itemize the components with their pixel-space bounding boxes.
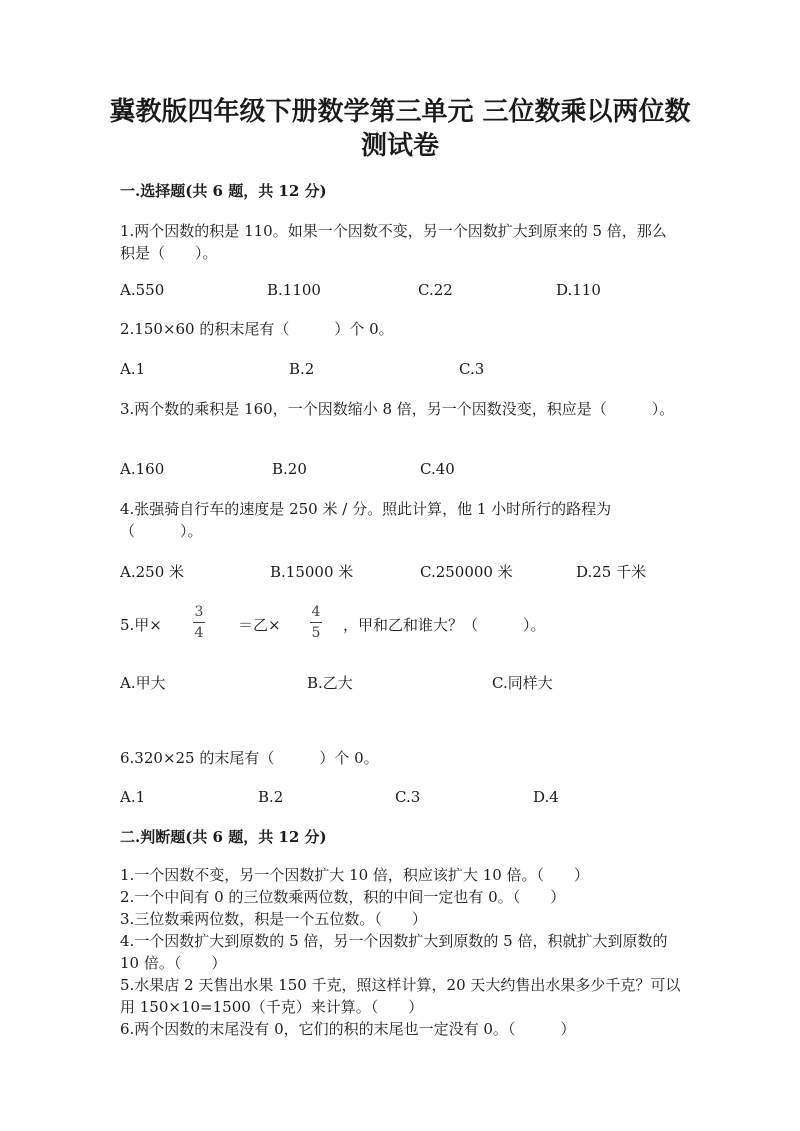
question-4-option-a[interactable]: A.250 米 (120, 563, 184, 581)
question-6-option-d[interactable]: D.4 (533, 788, 559, 806)
fraction-1-denominator: 4 (194, 625, 204, 641)
fraction-2-numerator: 4 (311, 604, 321, 620)
judgement-item-6: 6.两个因数的末尾没有 0，它们的积的末尾也一定没有 0。（ ） (120, 1020, 576, 1038)
question-3-options (120, 460, 720, 482)
question-5-middle: ＝乙× (238, 616, 281, 634)
question-3-option-c[interactable]: C.40 (420, 460, 455, 478)
fraction-2-bar (310, 622, 322, 623)
fraction-2-denominator: 5 (311, 625, 321, 641)
judgement-item-5: 5.水果店 2 天售出水果 150 千克，照这样计算，20 天大约售出水果多少千克？可以用 150×10=1500（千克）来计算。（ ） (120, 976, 681, 1016)
question-2-text: 2.150×60 的积末尾有（ ）个 0。 (120, 320, 394, 338)
question-5-option-a[interactable]: A.甲大 (120, 674, 166, 692)
fraction-four-fifths (310, 604, 322, 641)
question-4-option-c[interactable]: C.250000 米 (420, 563, 513, 581)
question-1-options (120, 281, 720, 303)
judgement-item-2: 2.一个中间有 0 的三位数乘两位数，积的中间一定也有 0。（ ） (120, 888, 566, 906)
question-6-option-a[interactable]: A.1 (120, 788, 146, 806)
question-6-options (120, 788, 720, 810)
question-4-option-b[interactable]: B.15000 米 (270, 563, 354, 581)
question-5-option-b[interactable]: B.乙大 (307, 674, 353, 692)
question-2-option-b[interactable]: B.2 (289, 360, 315, 378)
fraction-1-numerator: 3 (194, 604, 204, 620)
question-1-option-d[interactable]: D.110 (556, 281, 601, 299)
judgement-item-1: 1.一个因数不变，另一个因数扩大 10 倍，积应该扩大 10 倍。（ ） (120, 866, 590, 884)
question-1-option-c[interactable]: C.22 (418, 281, 453, 299)
fraction-three-quarters (193, 604, 205, 641)
question-5-text (0, 604, 800, 648)
question-2-options (120, 360, 720, 382)
question-1-text: 1.两个因数的积是 110。如果一个因数不变，另一个因数扩大到原来的 5 倍，那么积是（ ）。 (120, 222, 667, 262)
fraction-1-bar (193, 622, 205, 623)
question-2-option-c[interactable]: C.3 (459, 360, 485, 378)
question-4-options (120, 561, 720, 583)
judgement-item-4: 4.一个因数扩大到原数的 5 倍，另一个因数扩大到原数的 5 倍，积就扩大到原数的 10 倍。（ ） (120, 932, 668, 972)
judgement-list (120, 864, 685, 1040)
question-1-option-a[interactable]: A.550 (120, 281, 165, 299)
question-6-text: 6.320×25 的末尾有（ ）个 0。 (120, 749, 379, 767)
document-title-line-2: 测试卷 (360, 131, 439, 161)
document-title-line-1: 冀教版四年级下册数学第三单元 三位数乘以两位数 (109, 97, 691, 127)
question-3-option-a[interactable]: A.160 (120, 460, 165, 478)
question-3-text: 3.两个数的乘积是 160，一个因数缩小 8 倍，另一个因数没变，积应是（ ）。 (120, 400, 675, 418)
question-5-options (120, 672, 720, 694)
question-6-option-b[interactable]: B.2 (258, 788, 284, 806)
question-5-prefix: 5.甲× (120, 616, 162, 634)
question-1-option-b[interactable]: B.1100 (267, 281, 321, 299)
question-4-text: 4.张强骑自行车的速度是 250 米 / 分。照此计算，他 1 小时所行的路程为（ ）。 (120, 500, 612, 540)
question-3-option-b[interactable]: B.20 (272, 460, 307, 478)
judgement-item-3: 3.三位数乘两位数，积是一个五位数。（ ） (120, 910, 427, 928)
question-4-option-d[interactable]: D.25 千米 (576, 563, 647, 581)
question-5-option-c[interactable]: C.同样大 (492, 674, 553, 692)
question-6-option-c[interactable]: C.3 (395, 788, 421, 806)
question-2-option-a[interactable]: A.1 (120, 360, 146, 378)
question-5-suffix: ，甲和乙和谁大？（ ）。 (343, 616, 546, 634)
section-1-heading: 一.选择题(共 6 题，共 12 分) (120, 182, 327, 200)
section-2-heading: 二.判断题(共 6 题，共 12 分) (120, 828, 327, 846)
